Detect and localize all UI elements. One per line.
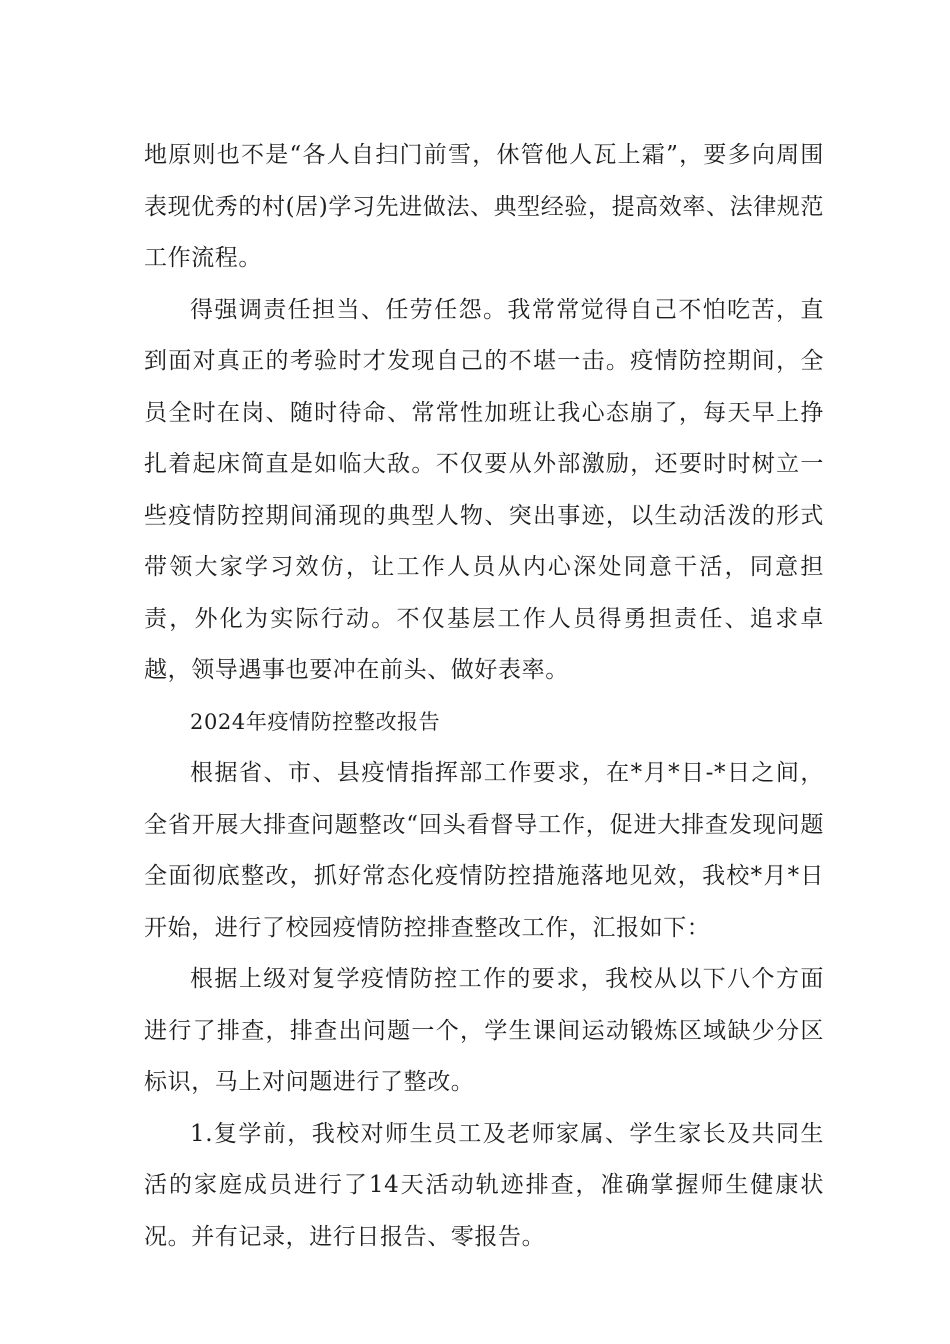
paragraph-continuation: 地原则也不是“各人自扫门前雪，休管他人瓦上霜”，要多向周围表现优秀的村(居)学习先进做法、典型经验，提高效率、法律规范工作流程。	[144, 142, 824, 271]
paragraph-inspection: 根据上级对复学疫情防控工作的要求，我校从以下八个方面进行了排查，排查出问题一个，学生课间运动锻炼区域缺少分区标识，马上对问题进行了整改。	[144, 966, 824, 1095]
report-title: 2024年疫情防控整改报告	[190, 709, 441, 734]
paragraph-item-1: 1.复学前，我校对师生员工及老师家属、学生家长及共同生活的家庭成员进行了14天活动轨迹排查，准确掌握师生健康状况。并有记录，进行日报告、零报告。	[144, 1120, 824, 1250]
document-body	[144, 130, 824, 1263]
paragraph-intro: 根据省、市、县疫情指挥部工作要求，在*月*日-*日之间，全省开展大排查问题整改“回头看督导工作，促进大排查发现问题全面彻底整改，抓好常态化疫情防控措施落地见效，我校*月*日开始，进行了校园疫情防控排查整改工作，汇报如下：	[144, 760, 824, 941]
paragraph-responsibility: 得强调责任担当、任劳任怨。我常常觉得自己不怕吃苦，直到面对真正的考验时才发现自己的不堪一击。疫情防控期间，全员全时在岗、随时待命、常常性加班让我心态崩了，每天早上挣扎着起床简直是如临大敌。不仅要从外部激励，还要时时树立一些疫情防控期间涌现的典型人物、突出事迹，以生动活泼的形式带领大家学习效仿，让工作人员从内心深处同意干活，同意担责，外化为实际行动。不仅基层工作人员得勇担责任、追求卓越，领导遇事也要冲在前头、做好表率。	[144, 296, 824, 683]
